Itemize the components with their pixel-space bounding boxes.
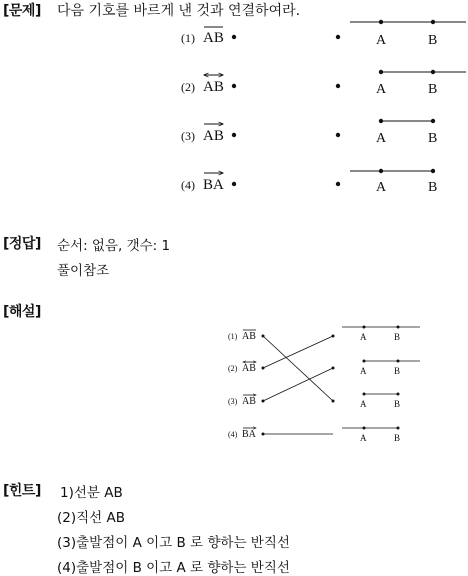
explanation-figure-4-label-b: B — [394, 433, 401, 443]
explanation-connections — [263, 336, 333, 434]
explanation-figure-3-dot — [332, 400, 335, 403]
connection-2-to-1 — [263, 336, 333, 368]
explanation-figure-4-point-b — [397, 427, 400, 430]
problem-figure-4-label-a: A — [376, 180, 387, 195]
problem-matching-figure — [0, 16, 468, 216]
explanation-figure-1-dot — [332, 335, 335, 338]
problem-figure-2-dot — [336, 84, 340, 88]
problem-item-2 — [181, 75, 236, 95]
explanation-item-3-num: (3) — [228, 397, 238, 406]
explanation-figure-2-point-a — [363, 360, 366, 363]
problem-item-1-num: (1) — [181, 31, 195, 45]
connection-3-to-2 — [263, 368, 333, 401]
problem-question: 다음 기호를 바르게 낸 것과 연결하여라. — [57, 3, 301, 19]
problem-item-3-num: (3) — [181, 129, 195, 143]
explanation-figure-2 — [332, 360, 421, 377]
problem-figure-4-point-a — [379, 169, 383, 173]
problem-tag: [문제] — [3, 3, 41, 19]
explanation-figure-2-label-a: A — [360, 366, 367, 376]
problem-item-1-dot — [232, 35, 236, 39]
explanation-figure-4-point-a — [363, 427, 366, 430]
answer-line-1: 순서: 없음, 갯수: 1 — [57, 238, 171, 254]
problem-figure-4 — [336, 169, 438, 195]
explanation-figure-3-point-a — [363, 393, 366, 396]
explanation-item-2 — [228, 362, 265, 374]
problem-item-4-symbol: BA — [203, 177, 224, 193]
explanation-item-4-num: (4) — [228, 430, 238, 439]
explanation-figure-1-point-b — [397, 326, 400, 329]
problem-figure-2 — [336, 70, 466, 97]
problem-figure-1 — [336, 20, 466, 48]
explanation-item-1-num: (1) — [228, 332, 238, 341]
problem-figure-1-dot — [336, 35, 340, 39]
hint-line-1: 1)선분 AB — [60, 485, 123, 501]
explanation-figure-2-label-b: B — [394, 366, 401, 376]
explanation-item-1 — [228, 330, 265, 342]
explanation-figure-2-point-b — [397, 360, 400, 363]
problem-item-1 — [181, 27, 236, 46]
explanation-figure-1 — [332, 326, 421, 343]
problem-figure-3-dot — [336, 133, 340, 137]
problem-figure-4-dot — [336, 182, 340, 186]
explanation-figure-3-label-a: A — [360, 399, 367, 409]
problem-item-3-dot — [232, 133, 236, 137]
explanation-item-3-symbol: AB — [242, 396, 256, 407]
problem-item-1-symbol: AB — [203, 30, 224, 46]
explanation-item-3 — [228, 395, 265, 407]
problem-figure-3 — [336, 119, 438, 146]
hint-line-2: (2)직선 AB — [57, 510, 125, 526]
explanation-item-2-symbol: AB — [242, 363, 256, 374]
problem-item-4-num: (4) — [181, 178, 195, 192]
problem-figure-2-point-b — [431, 70, 435, 74]
explanation-item-2-num: (2) — [228, 364, 238, 373]
explanation-figure-3 — [332, 393, 401, 410]
hint-tag: [힌트] — [3, 483, 41, 499]
problem-item-2-symbol: AB — [203, 79, 224, 95]
explanation-figure-2-dot — [332, 367, 335, 370]
connection-1-to-3 — [263, 336, 333, 401]
problem-figure-1-point-b — [431, 20, 435, 24]
explanation-figure-1-point-a — [363, 326, 366, 329]
explanation-item-1-symbol: AB — [242, 331, 256, 342]
explanation-item-4 — [228, 428, 265, 440]
explanation-figure-3-label-b: B — [394, 399, 401, 409]
problem-item-2-num: (2) — [181, 80, 195, 94]
explanation-figure-4-label-a: A — [360, 433, 367, 443]
problem-figure-2-point-a — [379, 70, 383, 74]
explanation-figure-4 — [342, 427, 400, 444]
explanation-figure-3-point-b — [397, 393, 400, 396]
problem-item-2-dot — [232, 84, 236, 88]
answer-line-2: 풀이참조 — [57, 263, 110, 279]
problem-figure-1-label-a: A — [376, 33, 387, 48]
problem-figure-3-point-a — [379, 119, 383, 123]
problem-item-3-symbol: AB — [203, 128, 224, 144]
problem-figure-4-point-b — [431, 169, 435, 173]
problem-item-4 — [181, 173, 236, 193]
explanation-figure-1-label-a: A — [360, 332, 367, 342]
problem-figure-1-label-b: B — [428, 33, 438, 48]
problem-figure-1-point-a — [379, 20, 383, 24]
problem-figure-3-label-a: A — [376, 131, 387, 146]
problem-item-4-dot — [232, 182, 236, 186]
problem-figure-4-label-b: B — [428, 180, 438, 195]
hint-line-3: (3)출발점이 A 이고 B 로 향하는 반직선 — [57, 535, 290, 551]
problem-figure-2-label-b: B — [428, 82, 438, 97]
explanation-figure — [0, 318, 468, 448]
problem-item-3 — [181, 124, 236, 144]
explanation-figure-1-label-b: B — [394, 332, 401, 342]
problem-figure-2-label-a: A — [376, 82, 387, 97]
explanation-tag: [해설] — [3, 304, 41, 320]
problem-figure-3-point-b — [431, 119, 435, 123]
hint-line-4: (4)출발점이 B 이고 A 로 향하는 반직선 — [57, 560, 290, 576]
problem-figure-3-label-b: B — [428, 131, 438, 146]
answer-tag: [정답] — [3, 236, 41, 252]
explanation-item-4-symbol: BA — [242, 429, 256, 440]
